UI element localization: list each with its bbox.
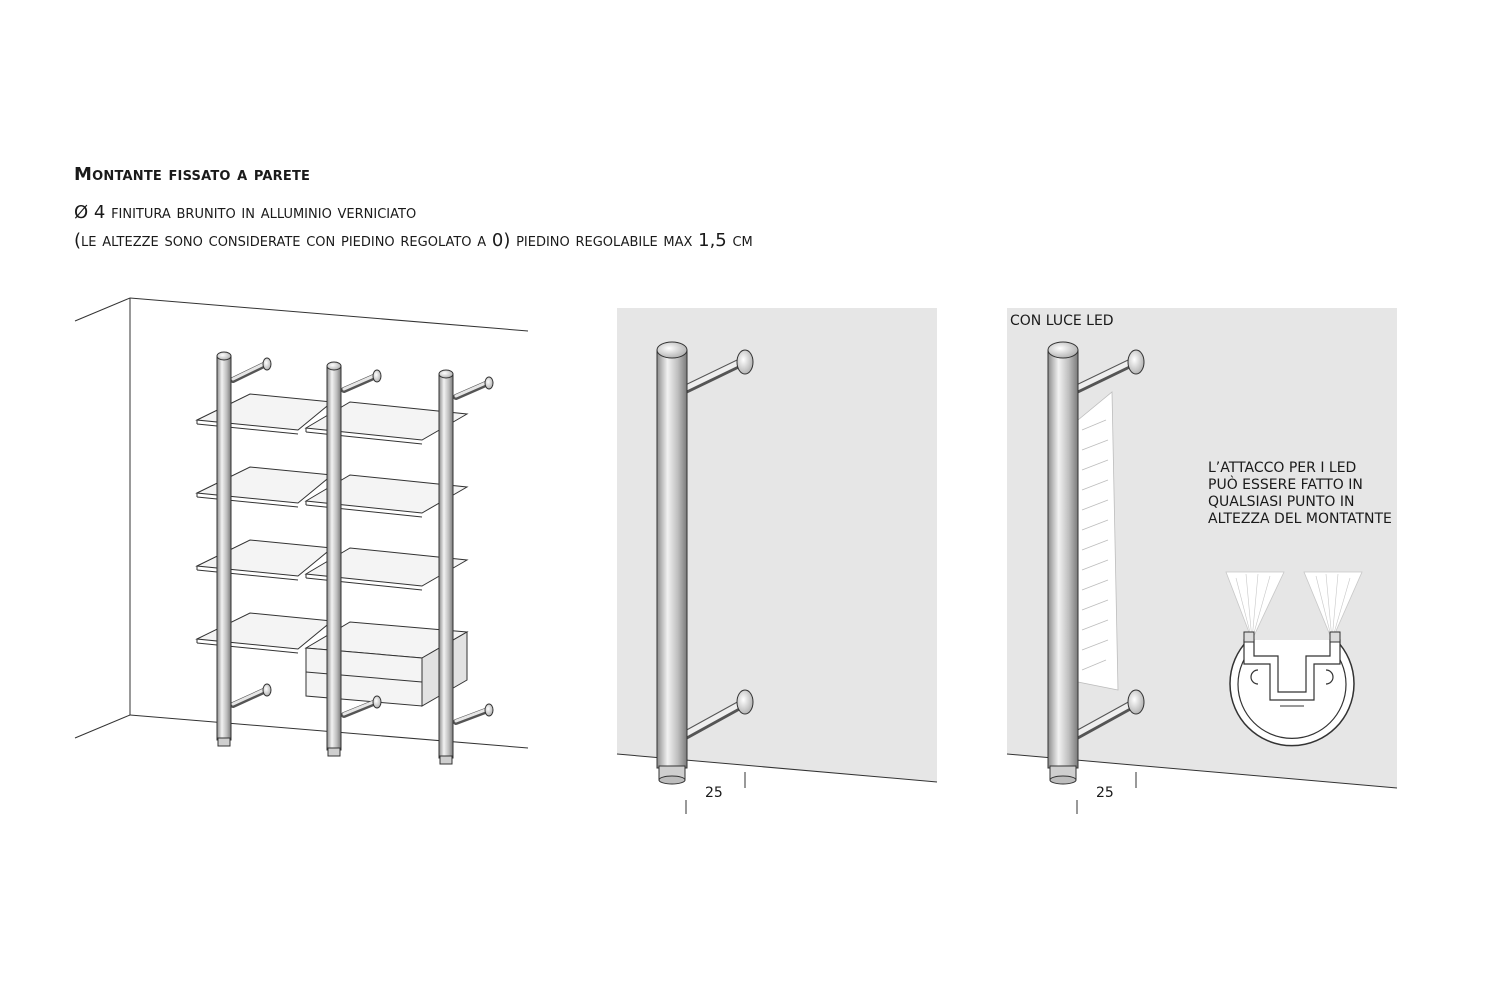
- led-note-line-4: ALTEZZA DEL MONTATNTE: [1208, 511, 1392, 527]
- center-panel: [617, 308, 937, 814]
- led-note-line-3: QUALSIASI PUNTO IN: [1208, 494, 1355, 510]
- led-strip-glow: [1078, 392, 1118, 690]
- page-title: Montante fissato a parete: [74, 164, 311, 185]
- right-pole: [1048, 342, 1078, 784]
- right-panel: [1007, 308, 1397, 814]
- led-note-line-2: PUÒ ESSERE FATTO IN: [1208, 477, 1363, 493]
- dimension-label-center: 25: [705, 785, 723, 801]
- led-label: CON LUCE LED: [1010, 313, 1114, 329]
- dimension-label-right: 25: [1096, 785, 1114, 801]
- center-pole: [657, 342, 687, 784]
- led-note-line-1: L’ATTACCO PER I LED: [1208, 460, 1357, 476]
- wardrobe-illustration: [75, 298, 528, 764]
- spec-finish: Ø 4 finitura brunito in alluminio verniciato: [74, 202, 417, 223]
- spec-heights: (le altezze sono considerate con piedino regolato a 0) piedino regolabile max 1,5 cm: [74, 230, 753, 251]
